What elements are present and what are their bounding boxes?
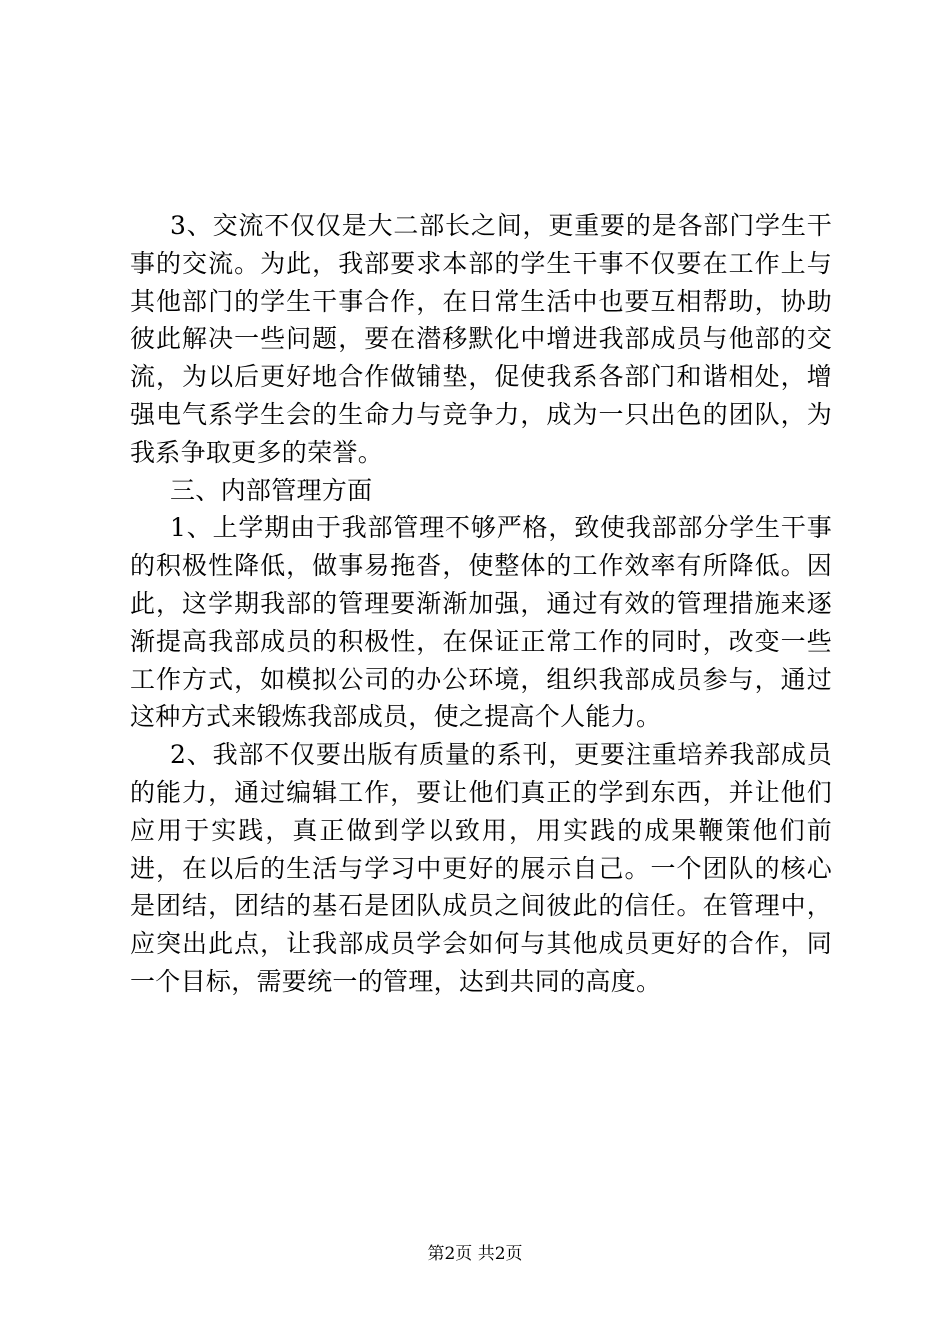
paragraph-communication: 3、交流不仅仅是大二部长之间，更重要的是各部门学生干事的交流。为此，我部要求本部的学生干事不仅要在工作上与其他部门的学生干事合作，在日常生活中也要互相帮助，协助彼此解决一些问题，要在潜移默化中增进我部成员与他部的交流，为以后更好地合作做铺垫，促使我系各部门和谐相处，增强电气系学生会的生命力与竞争力，成为一只出色的团队，为我系争取更多的荣誉。 (130, 211, 832, 467)
document-body (130, 207, 832, 1001)
paragraph-management-2: 2、我部不仅要出版有质量的系刊，更要注重培养我部成员的能力，通过编辑工作，要让他们真正的学到东西，并让他们应用于实践，真正做到学以致用，用实践的成果鞭策他们前进，在以后的生活与学习中更好的展示自己。一个团队的核心是团结，团结的基石是团队成员之间彼此的信任。在管理中，应突出此点，让我部成员学会如何与其他成员更好的合作，同一个目标，需要统一的管理，达到共同的高度。 (130, 740, 832, 996)
page-number-footer: 第2页 共2页 (427, 1244, 523, 1264)
paragraph-management-1: 1、上学期由于我部管理不够严格，致使我部部分学生干事的积极性降低，做事易拖沓，使整体的工作效率有所降低。因此，这学期我部的管理要渐渐加强，通过有效的管理措施来逐渐提高我部成员的积极性，在保证正常工作的同时，改变一些工作方式，如模拟公司的办公环境，组织我部成员参与，通过这种方式来锻炼我部成员，使之提高个人能力。 (130, 513, 832, 732)
section-heading-internal-management: 三、内部管理方面 (170, 475, 373, 505)
